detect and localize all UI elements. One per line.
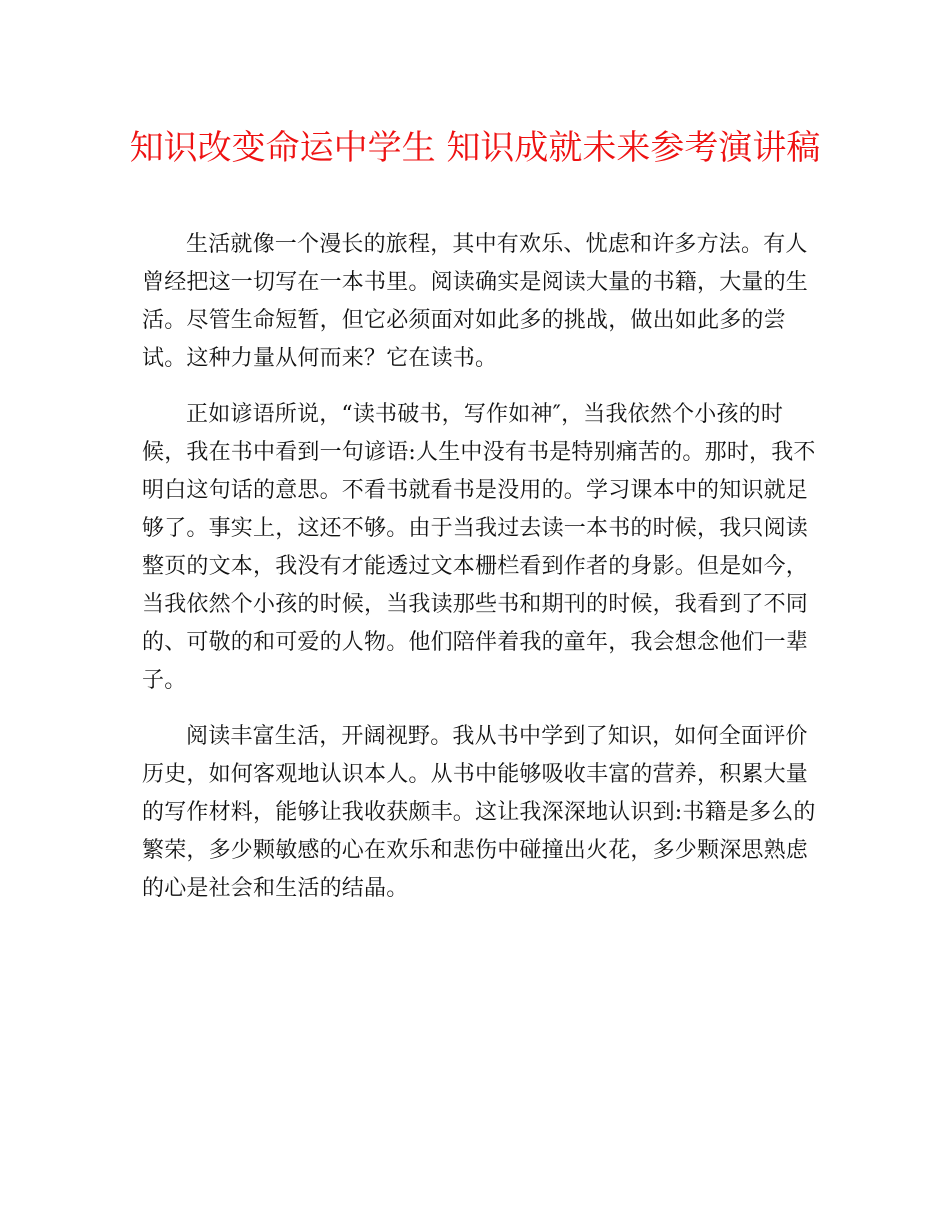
paragraph-1: 生活就像一个漫长的旅程，其中有欢乐、忧虑和许多方法。有人曾经把这一切写在一本书里。阅读确实是阅读大量的书籍，大量的生活。尽管生命短暂，但它必须面对如此多的挑战，做出如此多的尝试。这种力量从何而来？它在读书。 [142, 232, 809, 371]
paragraph-3: 阅读丰富生活，开阔视野。我从书中学到了知识，如何全面评价历史，如何客观地认识本人。从书中能够吸收丰富的营养，积累大量的写作材料，能够让我收获颇丰。这让我深深地认识到:书籍是多么的繁荣，多少颗敏感的心在欢乐和悲伤中碰撞出火花，多少颗深思熟虑的心是社会和生活的结晶。 [142, 724, 816, 901]
paragraph-2: 正如谚语所说，“读书破书，写作如神″，当我依然个小孩的时候，我在书中看到一句谚语:人生中没有书是特别痛苦的。那时，我不明白这句话的意思。不看书就看书是没用的。学习课本中的知识就足够了。事实上，这还不够。由于当我过去读一本书的时候，我只阅读整页的文本，我没有才能透过文本栅栏看到作者的身影。但是如今，当我依然个小孩的时候，当我读那些书和期刊的时候，我看到了不同的、可敬的和可爱的人物。他们陪伴着我的童年，我会想念他们一辈子。 [142, 402, 816, 693]
document-body [142, 226, 822, 926]
document-title: 知识改变命运中学生 知识成就未来参考演讲稿 [129, 128, 821, 168]
